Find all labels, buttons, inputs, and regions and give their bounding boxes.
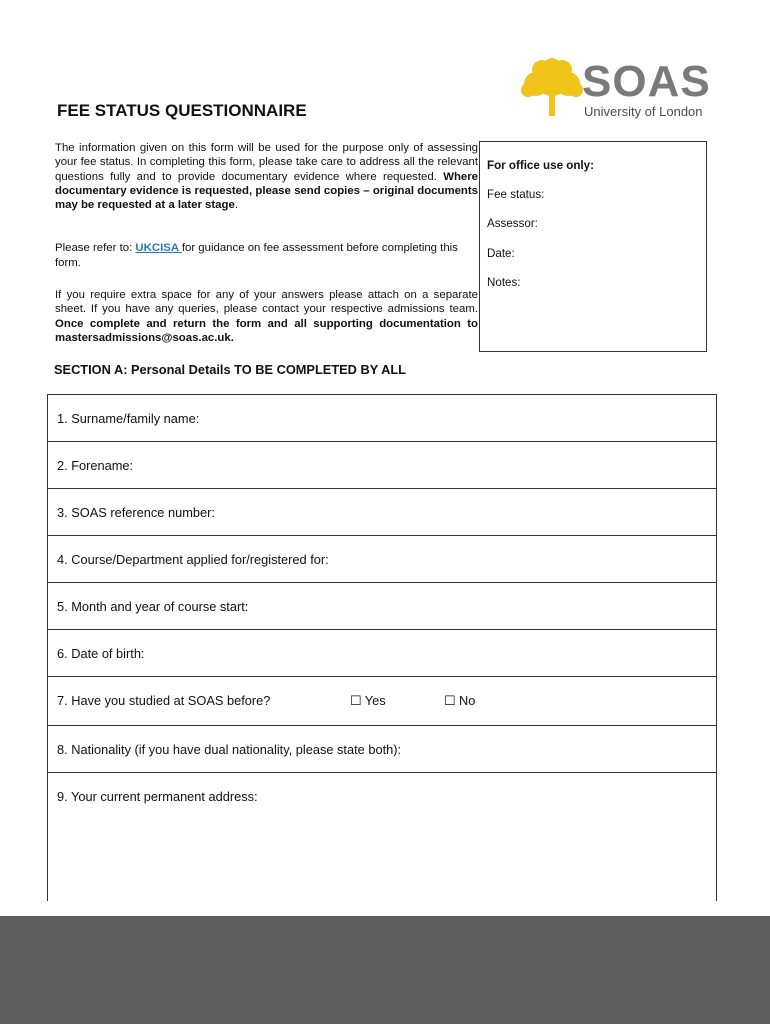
intro-paragraph: [55, 141, 478, 212]
soas-logo: [520, 58, 710, 120]
refer-prefix: Please refer to:: [55, 242, 136, 254]
refer-paragraph: [55, 241, 475, 271]
no-checkbox[interactable]: ☐ No: [444, 693, 476, 708]
course-label: 4. Course/Department applied for/registered for:: [57, 552, 329, 567]
personal-details-table: [47, 394, 717, 901]
extra-bold-text: Once complete and return the form and all supporting documentation to mastersadmissions@soas.ac.uk.: [55, 317, 478, 344]
studied-before-row: [48, 677, 716, 726]
intro-end: .: [234, 199, 238, 212]
reference-number-row[interactable]: [48, 489, 716, 536]
nationality-row[interactable]: [48, 726, 716, 773]
extra-text: If you require extra space for any of your answers please attach on a separate sheet. If you have any queries, please contact your respective admissions team.: [55, 289, 478, 316]
office-use-box: [479, 141, 707, 352]
course-start-row[interactable]: [48, 583, 716, 630]
extra-space-paragraph: [55, 288, 478, 345]
forename-label: 2. Forename:: [57, 458, 134, 473]
assessor-label: Assessor:: [487, 217, 538, 230]
document-title: FEE STATUS QUESTIONNAIRE: [57, 101, 307, 120]
ukcisa-link[interactable]: UKCISA: [135, 242, 182, 254]
footer-band: [0, 916, 770, 1024]
studied-before-label: 7. Have you studied at SOAS before?: [57, 693, 271, 708]
tree-logo-icon: [520, 58, 584, 120]
surname-label: 1. Surname/family name:: [57, 411, 200, 426]
surname-row[interactable]: [48, 395, 716, 442]
intro-text: The information given on this form will be used for the purpose only of assessing your fee status. In completing this form, please take care to address all the relevant questions fully and to provide documentary evidence where requested.: [55, 142, 478, 183]
section-a-heading: SECTION A: Personal Details TO BE COMPLETED BY ALL: [54, 362, 406, 377]
refer-suffix: for guidance on fee assessment before completing this form.: [55, 242, 458, 269]
nationality-label: 8. Nationality (if you have dual nationality, please state both):: [57, 742, 402, 757]
reference-number-label: 3. SOAS reference number:: [57, 505, 215, 520]
yes-checkbox[interactable]: ☐ Yes: [350, 693, 386, 708]
logo-subtitle: University of London: [584, 104, 703, 119]
address-label: 9. Your current permanent address:: [57, 789, 258, 804]
date-of-birth-row[interactable]: [48, 630, 716, 677]
forename-row[interactable]: [48, 442, 716, 489]
address-row[interactable]: [48, 773, 716, 901]
notes-label: Notes:: [487, 276, 521, 289]
intro-bold-text: Where documentary evidence is requested, please send copies – original documents may be requested at a later stage: [55, 170, 478, 212]
date-label: Date:: [487, 247, 515, 260]
course-start-label: 5. Month and year of course start:: [57, 599, 249, 614]
course-row[interactable]: [48, 536, 716, 583]
fee-status-label: Fee status:: [487, 188, 545, 201]
office-use-title: For office use only:: [487, 159, 594, 172]
date-of-birth-label: 6. Date of birth:: [57, 646, 145, 661]
logo-wordmark: SOAS: [582, 57, 711, 106]
